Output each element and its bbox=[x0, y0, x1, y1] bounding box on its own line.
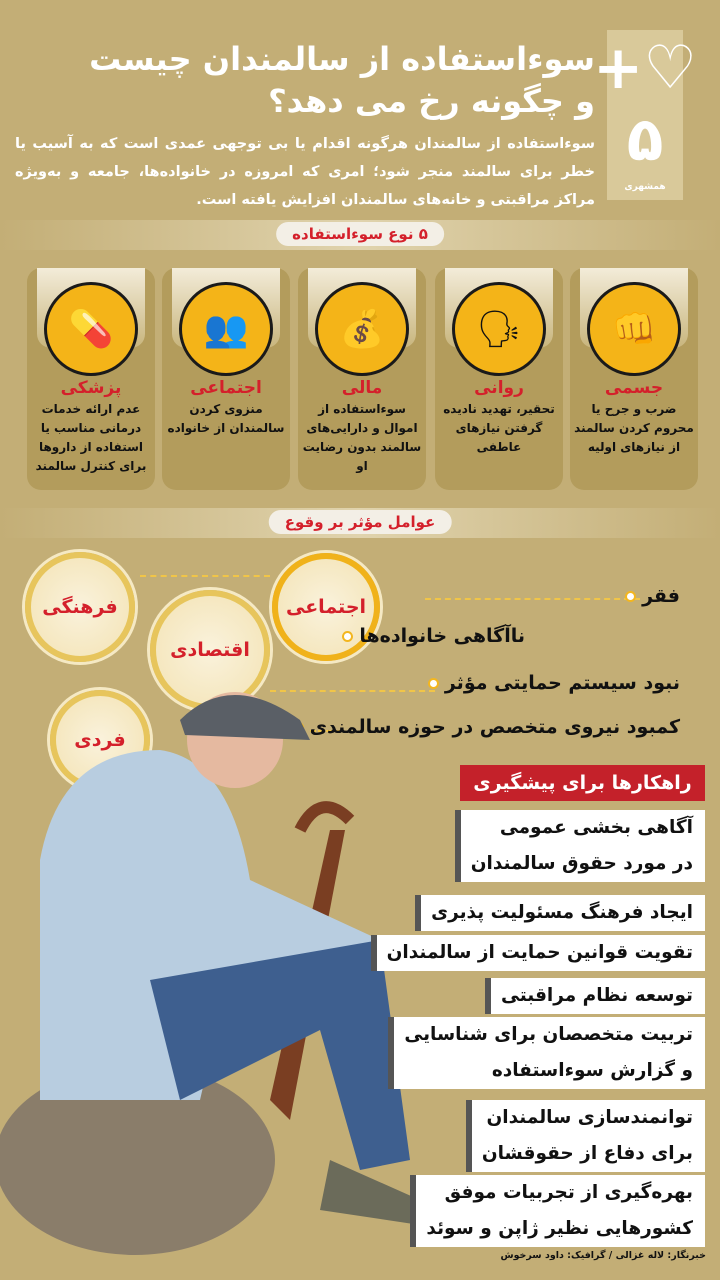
factors-heading: عوامل مؤثر بر وقوع bbox=[269, 510, 452, 534]
abuse-type-card bbox=[435, 268, 563, 490]
elderly-man-illustration bbox=[0, 680, 460, 1280]
prevention-item bbox=[371, 935, 705, 971]
abuse-type-description: منزوی کردن سالمندان از خانواده bbox=[167, 402, 285, 435]
factor-item: کمبود نیروی متخصص در حوزه سالمندی bbox=[293, 716, 680, 738]
factor-item: ناآگاهی خانواده‌ها bbox=[342, 625, 525, 647]
credit-line: خبرنگار: لاله غزالی / گرافیک: داود سرخوش bbox=[500, 1250, 706, 1261]
abuse-type-name: مالی bbox=[341, 378, 383, 398]
connector-line bbox=[140, 575, 270, 577]
connector-line bbox=[425, 598, 640, 600]
hamshahri-logo bbox=[592, 30, 698, 200]
abuse-type-name: پزشکی bbox=[60, 378, 122, 398]
prevention-item-line: و گزارش سوءاستفاده bbox=[491, 1060, 693, 1081]
abuse-type-description: عدم ارائه خدمات درمانی مناسب یا استفاده از داروها برای کنترل سالمند bbox=[35, 402, 147, 473]
title-line-1: سوءاستفاده از سالمندان چیست bbox=[89, 40, 595, 78]
prevention-item-line: توسعه نظام مراقبتی bbox=[501, 985, 693, 1006]
prevention-item-line: تقویت قوانین حمایت از سالمندان bbox=[386, 942, 693, 963]
prevention-item-line: در مورد حقوق سالمندان bbox=[470, 853, 693, 874]
factor-circle-individual: فردی bbox=[50, 690, 150, 790]
prevention-item-line: ایجاد فرهنگ مسئولیت پذیری bbox=[431, 902, 693, 923]
financial-abuse-icon: 💰 bbox=[315, 282, 409, 376]
prevention-item bbox=[455, 810, 705, 882]
prevention-item bbox=[485, 978, 705, 1014]
abuse-type-name: اجتماعی bbox=[190, 378, 262, 398]
abuse-type-card bbox=[298, 268, 426, 490]
abuse-type-name: جسمی bbox=[604, 378, 664, 398]
abuse-type-name: روانی bbox=[474, 378, 524, 398]
factor-circle-economic: اقتصادی bbox=[150, 590, 270, 710]
prevention-item-line: برای دفاع از حقوقشان bbox=[481, 1143, 693, 1164]
prevention-item bbox=[388, 1017, 705, 1089]
abuse-type-description: تحقیر، تهدید نادیده گرفتن نیازهای عاطفی bbox=[443, 402, 555, 454]
prevention-item-line: تربیت متخصصان برای شناسایی bbox=[404, 1024, 693, 1045]
prevention-heading: راهکارها برای پیشگیری bbox=[460, 765, 705, 801]
factor-item: فقر bbox=[625, 585, 680, 607]
bullet-dot-icon bbox=[342, 631, 353, 642]
prevention-item bbox=[415, 895, 705, 931]
factor-circle-social: اجتماعی bbox=[272, 553, 380, 661]
prevention-item bbox=[410, 1175, 705, 1247]
prevention-item-line: توانمندسازی سالمندان bbox=[486, 1107, 693, 1128]
abuse-type-card bbox=[570, 268, 698, 490]
intro-paragraph: سوءاستفاده از سالمندان هرگونه اقدام یا بی توجهی عمدی است که به آسیب یا خطر برای سالمند منجر شود؛ امری که امروزه در خانواده‌ها، جامعه و به‌ویژه مراکز مراقبتی و خانه‌های سالمندان افزایش یافته است. bbox=[15, 136, 595, 208]
prevention-item bbox=[466, 1100, 705, 1172]
social-abuse-icon: 👥 bbox=[179, 282, 273, 376]
factor-circle-cultural: فرهنگی bbox=[25, 552, 135, 662]
abuse-type-description: سوءاستفاده از اموال و دارایی‌های سالمند بدون رضایت او bbox=[302, 402, 422, 473]
bullet-dot-icon bbox=[625, 591, 636, 602]
title-line-2: و چگونه رخ می دهد؟ bbox=[268, 82, 595, 120]
prevention-item-line: آگاهی بخشی عمومی bbox=[499, 817, 693, 838]
types-heading: ۵ نوع سوءاستفاده bbox=[276, 222, 444, 246]
medical-abuse-icon: 💊 bbox=[44, 282, 138, 376]
logo-number: ۵ bbox=[626, 105, 664, 175]
psychological-abuse-icon: 🗣 bbox=[452, 282, 546, 376]
prevention-item-line: بهره‌گیری از تجربیات موفق bbox=[444, 1182, 693, 1203]
physical-abuse-icon: 👊 bbox=[587, 282, 681, 376]
logo-caption: همشهری bbox=[624, 182, 666, 192]
factor-item: نبود سیستم حمایتی مؤثر bbox=[428, 672, 680, 694]
abuse-type-card bbox=[162, 268, 290, 490]
heart-plus-icon: ♡+ bbox=[592, 33, 698, 103]
prevention-item-line: کشورهایی نظیر ژاپن و سوئد bbox=[426, 1218, 693, 1239]
abuse-type-description: ضرب و جرح یا محروم کردن سالمند از نیازهای اولیه bbox=[574, 402, 694, 454]
abuse-type-card bbox=[27, 268, 155, 490]
